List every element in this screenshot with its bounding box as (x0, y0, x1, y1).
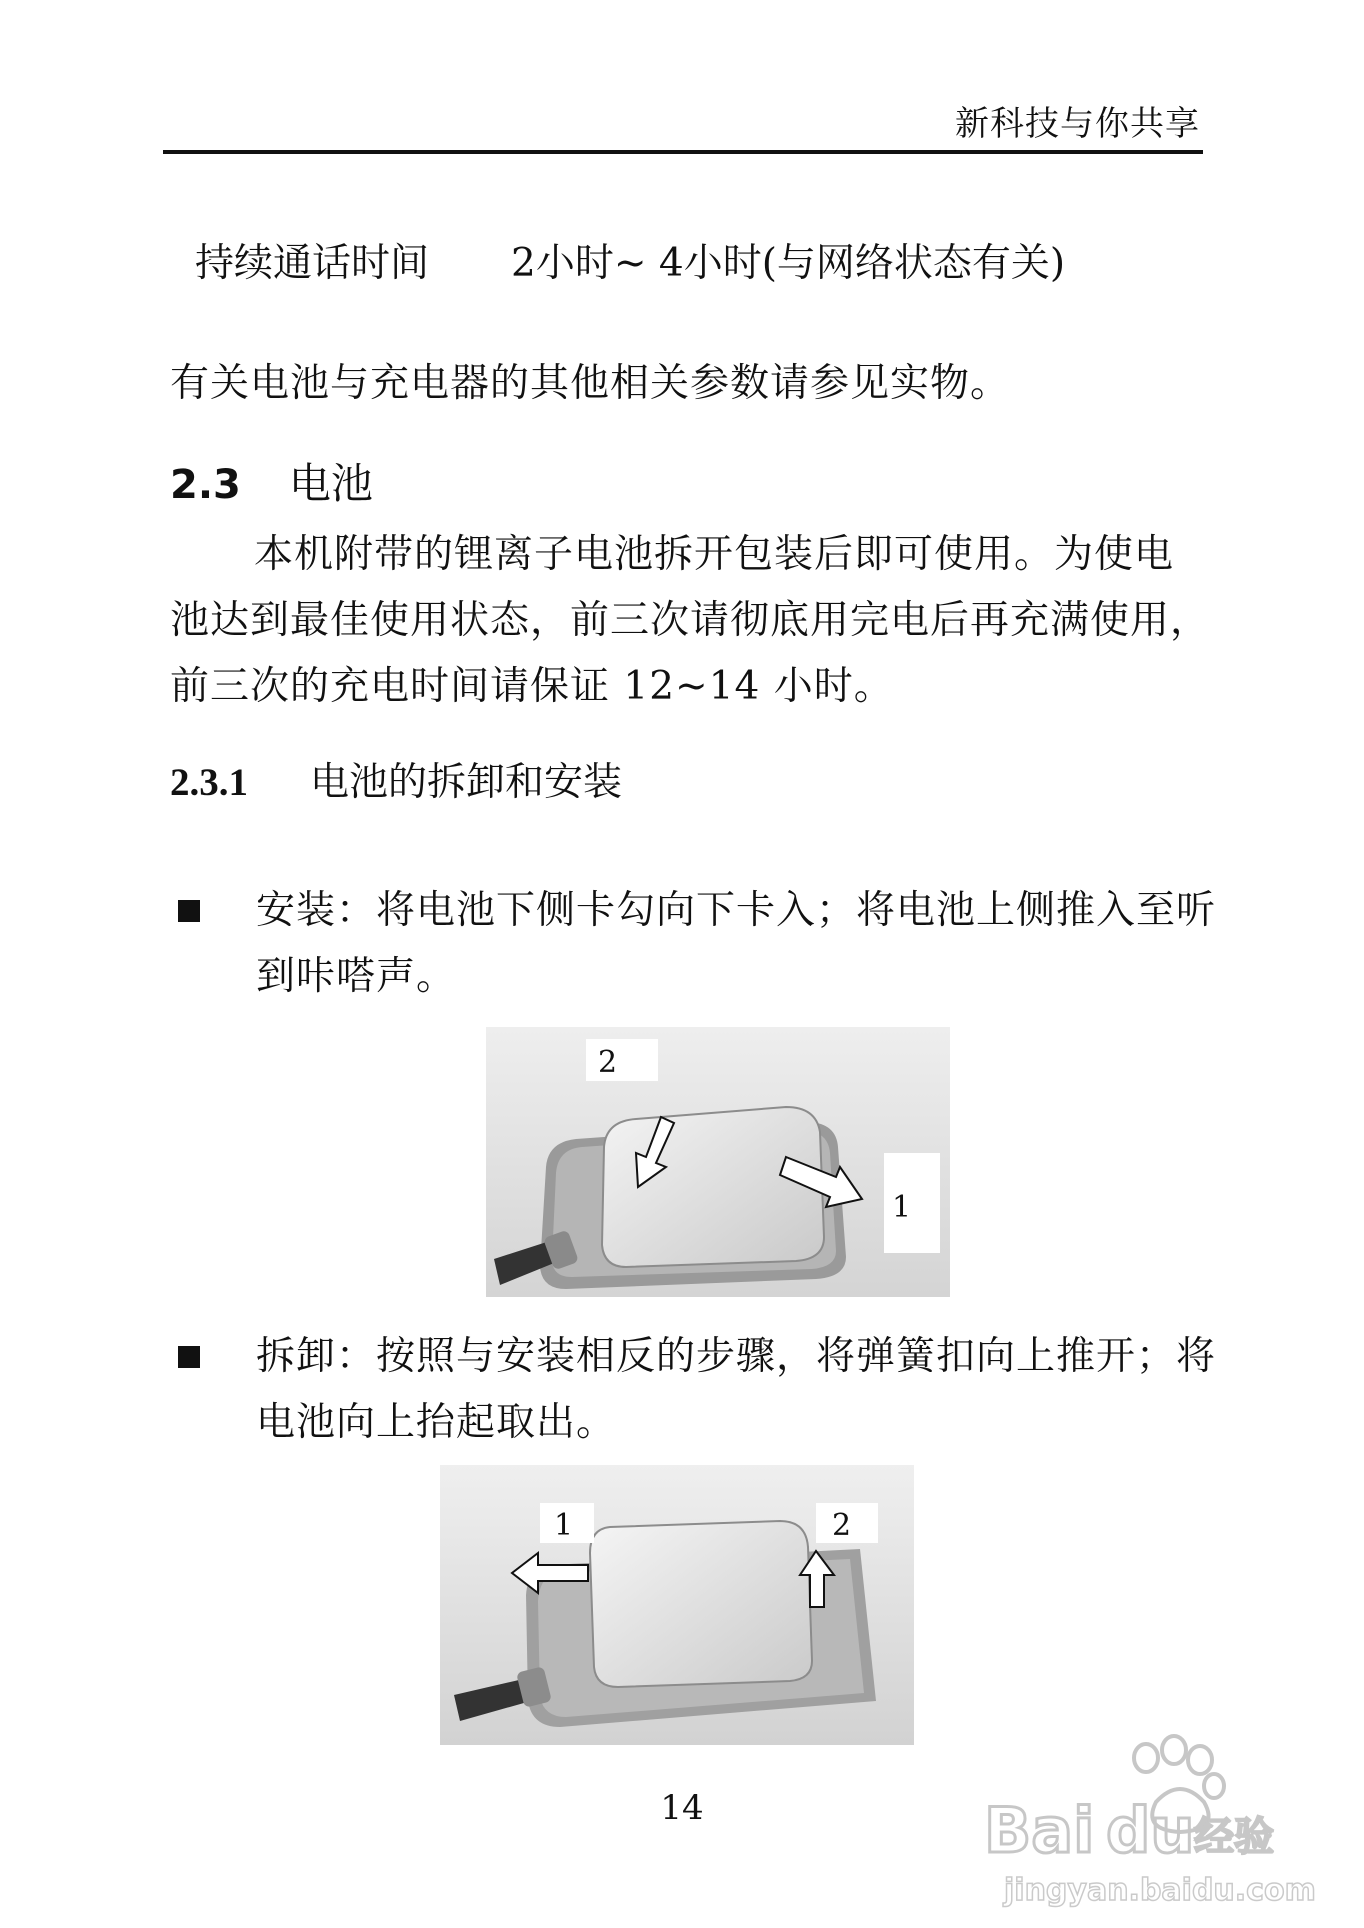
other-params-text: 有关电池与充电器的其他相关参数请参见实物。 (170, 361, 1011, 406)
install-text: 安装：将电池下侧卡勾向下卡入；将电池上侧推入至听到咔嗒声。 (256, 888, 1217, 999)
remove-photo (440, 1465, 914, 1745)
talk-time-label: 持续通话时间 (195, 241, 430, 286)
subsection-heading (170, 751, 622, 807)
remove-text: 拆卸：按照与安装相反的步骤，将弹簧扣向上推开；将电池向上抬起取出。 (256, 1334, 1217, 1445)
header-rule (163, 150, 1203, 154)
install-photo (486, 1027, 950, 1297)
remove-label-1: 1 (554, 1508, 574, 1543)
install-label-1: 1 (892, 1190, 912, 1225)
svg-text:jingyan.baidu.com: jingyan.baidu.com (1004, 1873, 1316, 1908)
remove-label-2: 2 (832, 1508, 852, 1543)
subsection-number: 2.3.1 (170, 761, 248, 804)
subsection-title: 电池的拆卸和安装 (310, 760, 623, 805)
baidu-watermark-logo (984, 1740, 1316, 1910)
install-label-2: 2 (598, 1045, 618, 1080)
section-number: 2.3 (170, 462, 241, 508)
svg-text:du: du (1106, 1794, 1195, 1867)
talk-time-value: 2小时~ 4小时(与网络状态有关) (511, 241, 1066, 286)
battery-intro-text: 本机附带的锂离子电池拆开包装后即可使用。为使电池达到最佳使用状态，前三次请彻底用完电后再充满使用，前三次的充电时间请保证 12~14 小时。 (170, 532, 1211, 709)
section-heading (170, 451, 373, 511)
page-number: 14 (660, 1788, 704, 1828)
running-header: 新科技与你共享 (955, 104, 1200, 144)
bullet-square-icon (178, 900, 200, 922)
svg-text:经验: 经验 (1194, 1814, 1274, 1860)
talk-time-row (195, 232, 1065, 288)
battery-intro-paragraph (170, 522, 1210, 720)
svg-text:Bai: Bai (984, 1794, 1095, 1867)
bullet-square-icon (178, 1346, 200, 1368)
section-title: 电池 (288, 459, 373, 508)
